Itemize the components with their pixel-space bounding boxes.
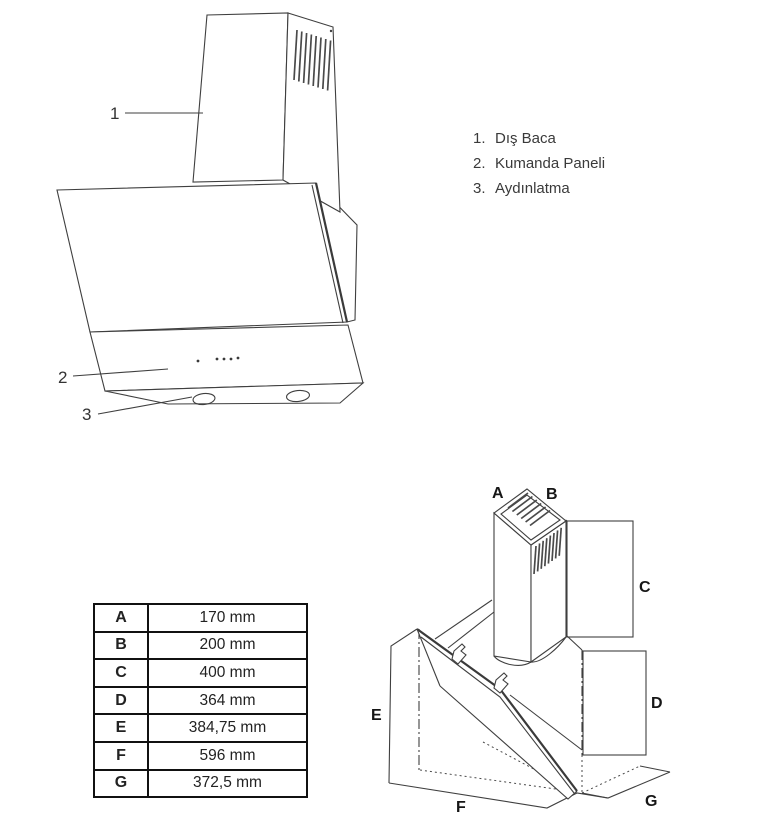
dim-label-b: B [546, 486, 558, 503]
legend-num: 1. [473, 130, 486, 147]
d-extent-box [583, 651, 646, 755]
callout-1: 1 [110, 104, 120, 123]
dimensions-table [93, 603, 308, 798]
deck-right-edge [567, 636, 582, 650]
legend [473, 126, 605, 201]
legend-label: Dış Baca [495, 130, 556, 147]
dimension-key: F [94, 742, 148, 770]
legend-item-aydinlatma [473, 176, 605, 201]
dimension-key: D [94, 687, 148, 715]
dimension-key: C [94, 659, 148, 687]
table-row [94, 742, 307, 770]
legend-num: 3. [473, 180, 486, 197]
dim-label-c: C [639, 579, 651, 596]
callout-2: 2 [58, 368, 68, 387]
dimension-value: 400 mm [148, 659, 307, 687]
dimension-value: 596 mm [148, 742, 307, 770]
hood-illustration [50, 5, 390, 424]
chimney-front-face [193, 13, 288, 182]
g-patch-dotted-edge [582, 766, 640, 793]
dimension-value: 364 mm [148, 687, 307, 715]
legend-num: 2. [473, 155, 486, 172]
legend-item-kumanda-paneli [473, 151, 605, 176]
control-panel-band [90, 325, 363, 391]
table-row [94, 687, 307, 715]
floor-front-edge [389, 772, 670, 808]
dimension-value: 372,5 mm [148, 770, 307, 798]
chimney-screw-dot [330, 30, 332, 32]
table-row [94, 770, 307, 798]
legend-item-dis-baca [473, 126, 605, 151]
dimension-value: 384,75 mm [148, 714, 307, 742]
dimension-key: B [94, 632, 148, 660]
dimension-value: 170 mm [148, 604, 307, 632]
dimension-key: A [94, 604, 148, 632]
dimension-value: 200 mm [148, 632, 307, 660]
callout-3: 3 [82, 405, 92, 424]
mounting-bracket-2 [494, 673, 508, 693]
deck-back-edge-outer [435, 600, 492, 639]
glass-panel [57, 183, 347, 332]
dim-label-g: G [645, 793, 658, 810]
legend-label: Kumanda Paneli [495, 155, 606, 172]
dim-label-e: E [371, 707, 382, 724]
mounting-bracket-1 [452, 644, 466, 664]
table-row [94, 632, 307, 660]
dimension-drawing [370, 470, 765, 831]
deck-back-edge-inner [448, 612, 494, 648]
dimension-key: E [94, 714, 148, 742]
left-boundary [389, 629, 417, 783]
table-row [94, 604, 307, 632]
dim-label-a: A [492, 485, 504, 502]
dim-label-f: F [456, 799, 466, 816]
c-extent-box [567, 521, 633, 637]
table-row [94, 714, 307, 742]
dim-label-d: D [651, 695, 663, 712]
dimension-key: G [94, 770, 148, 798]
legend-label: Aydınlatma [495, 180, 570, 197]
table-row [94, 659, 307, 687]
